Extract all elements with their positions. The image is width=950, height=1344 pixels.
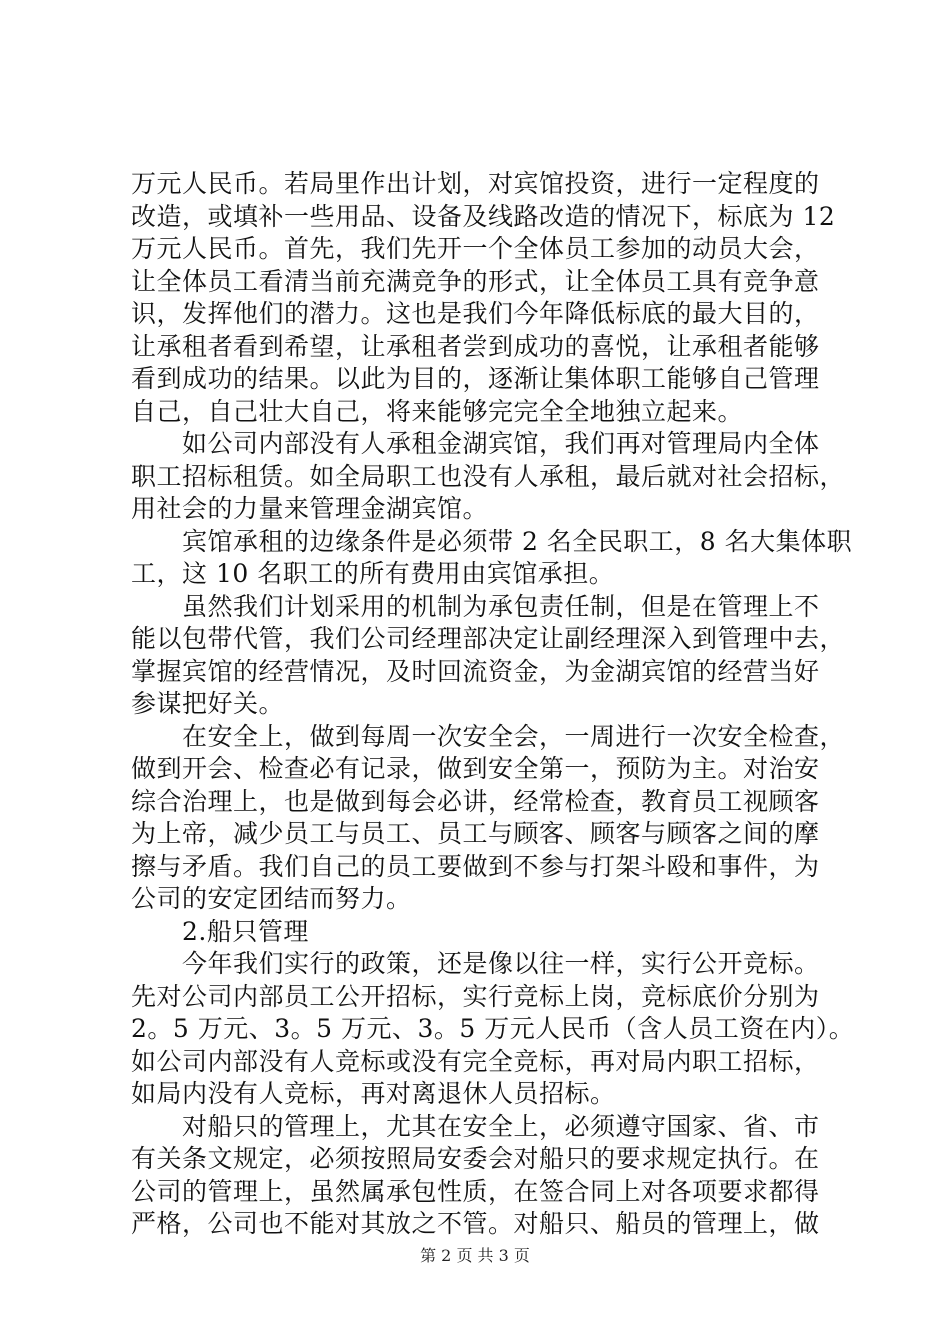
text-line: 用社会的力量来管理金湖宾馆。 <box>131 494 489 523</box>
text-line: 能以包带代管，我们公司经理部决定让副经理深入到管理中去， <box>131 624 846 653</box>
text-line: 有关条文规定，必须按照局安委会对船只的要求规定执行。在 <box>131 1144 820 1173</box>
text-line: 宾馆承租的边缘条件是必须带 2 名全民职工，8 名大集体职 <box>131 526 853 556</box>
text-line: 公司的管理上，虽然属承包性质，在签合同上对各项要求都得 <box>131 1176 820 1206</box>
text-line: 掌握宾馆的经营情况，及时回流资金，为金湖宾馆的经营当好 <box>131 656 820 686</box>
text-line: 今年我们实行的政策，还是像以往一样，实行公开竞标。 <box>131 949 820 978</box>
section-heading: 2.船只管理 <box>131 916 309 946</box>
text-line: 先对公司内部员工公开招标，实行竞标上岗，竞标底价分别为 <box>131 981 820 1011</box>
text-line: 虽然我们计划采用的机制为承包责任制，但是在管理上不 <box>131 591 820 621</box>
text-line: 如公司内部没有人承租金湖宾馆，我们再对管理局内全体 <box>131 429 820 458</box>
text-line: 职工招标租赁。如全局职工也没有人承租，最后就对社会招标， <box>131 461 846 491</box>
text-line: 万元人民币。首先，我们先开一个全体员工参加的动员大会， <box>131 234 820 263</box>
text-line: 让承租者看到希望，让承租者尝到成功的喜悦，让承租者能够 <box>131 331 820 361</box>
text-line: 严格，公司也不能对其放之不管。对船只、船员的管理上，做 <box>131 1209 820 1238</box>
text-line: 改造，或填补一些用品、设备及线路改造的情况下，标底为 12 <box>131 201 836 231</box>
text-line: 擦与矛盾。我们自己的员工要做到不参与打架斗殴和事件，为 <box>131 851 820 881</box>
text-line: 做到开会、检查必有记录，做到安全第一，预防为主。对治安 <box>131 754 820 783</box>
text-line: 参谋把好关。 <box>131 689 285 718</box>
text-line: 万元人民币。若局里作出计划，对宾馆投资，进行一定程度的 <box>131 169 820 198</box>
text-line: 看到成功的结果。以此为目的，逐渐让集体职工能够自己管理 <box>131 364 820 393</box>
text-line: 如公司内部没有人竞标或没有完全竞标，再对局内职工招标， <box>131 1046 820 1076</box>
text-line: 自己，自己壮大自己，将来能够完完全全地独立起来。 <box>131 396 744 426</box>
text-line: 综合治理上，也是做到每会必讲，经常检查，教育员工视顾客 <box>131 786 820 816</box>
document-body <box>131 168 855 1241</box>
text-line: 让全体员工看清当前充满竞争的形式，让全体员工具有竞争意 <box>131 266 820 296</box>
text-line: 为上帝，减少员工与员工、员工与顾客、顾客与顾客之间的摩 <box>131 819 820 848</box>
page-number-footer: 第 2 页 共 3 页 <box>420 1246 530 1265</box>
text-line: 工，这 10 名职工的所有费用由宾馆承担。 <box>131 559 615 588</box>
text-line: 公司的安定团结而努力。 <box>131 884 412 913</box>
text-line: 2。5 万元、3。5 万元、3。5 万元人民币（含人员工资在内）。 <box>131 1014 855 1043</box>
text-line: 对船只的管理上，尤其在安全上，必须遵守国家、省、市 <box>131 1111 820 1141</box>
text-line: 在安全上，做到每周一次安全会，一周进行一次安全检查， <box>131 721 846 751</box>
text-line: 识，发挥他们的潜力。这也是我们今年降低标底的最大目的， <box>131 299 820 328</box>
text-line: 如局内没有人竞标，再对离退休人员招标。 <box>131 1079 616 1108</box>
